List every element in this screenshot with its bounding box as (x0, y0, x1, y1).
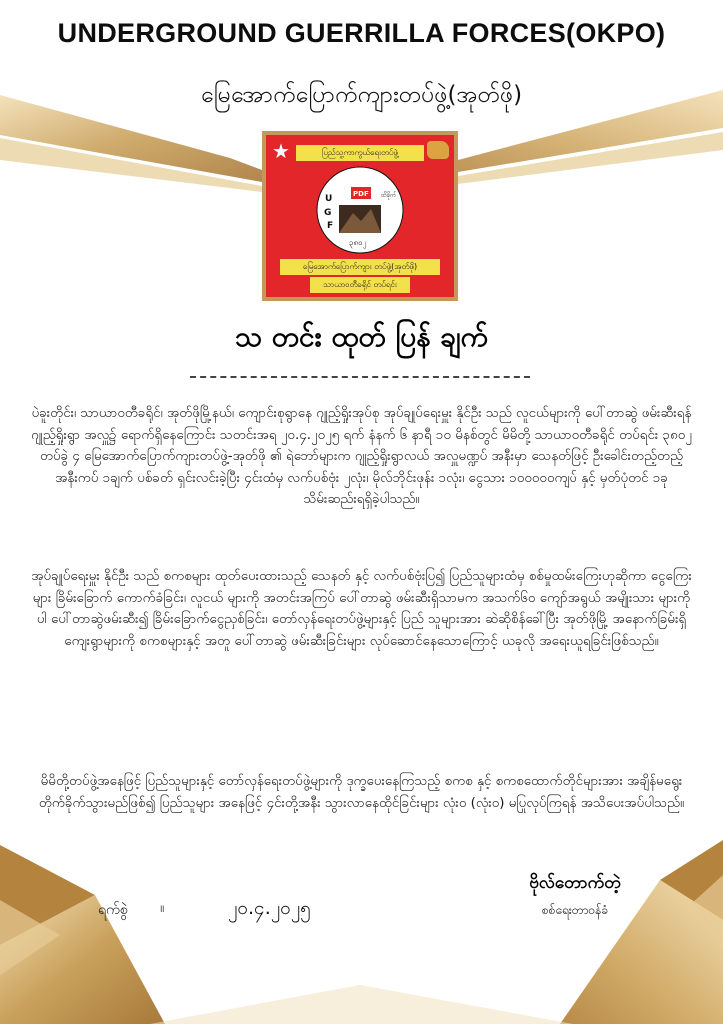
heading-divider (190, 376, 530, 378)
emblem-year: ၃၈၀၂ (349, 238, 367, 247)
paragraph-2: အုပ်ချုပ်ရေးမှူး နိုင်ဦး သည် စကစများ ထုတ်ပေးထားသည့် သေနတ် နှင့် လက်ပစ်ဗုံးပြ၍ ပြည်သူများထံမှ စစ်မှုထမ်းကြေးဟုဆိုကာ ငွေကြေးများ ခြိမ်းခြောက် ကောက်ခံခြင်း၊ လူငယ် များကို အတင်းအကြပ် ပေါ်တာဆွဲ ဖမ်းဆီးရှိသာမက အသက်၆၀ ကျော်အရွယ် အမျိုးသား များကိုပါ ပေါ်တာဆွဲဖမ်းဆီး၍ ခြိမ်းခြောက်ငွေညှစ်ခြင်း၊ တော်လှန်ရေးတပ်ဖွဲ့များနှင့် ပြည် သူများအား ဆဲဆိုစိန်ခေါ်ပြီး အုတ်ဖိုမြို့ အနောက်ခြမ်းရှိ ကျေးရွာများကို စကစများနှင့် အတူ ပေါ်တာဆွဲ ဖမ်းဆီးခြင်းများ လုပ်ဆောင်နေသောကြောင့် ယခုလို အရေးယူရခြင်းဖြစ်သည်။ (31, 569, 692, 649)
organization-logo (266, 135, 454, 297)
logo-bottom-text-1: မြေအောက်ပြောက်ကျား တပ်ဖွဲ့(အုတ်ဖို) (280, 259, 440, 275)
signatory-title: စစ်ရေးတာဝန်ခံ (541, 903, 609, 917)
star-icon: ★ (272, 139, 290, 163)
date-value: ၂၀.၄.၂၀၂၅ (228, 897, 311, 919)
logo-frame (262, 131, 458, 301)
date-label: ရက်စွဲ (98, 902, 128, 918)
paragraph-1: ပဲခူးတိုင်း၊ သာယာဝတီခရိုင်၊ အုတ်ဖိုမြို့နယ်၊ ကျောင်းစုရွာနေ ဂျုည့်ရှိုးအုပ်စု အုပ်ချုပ်ရေးမှူး နိုင်ဦး သည် လူငယ်များကို ပေါ်တာဆွဲ ဖမ်းဆီးရန် ဂျုည့်ရှိုးရွာ အလှူ၌ ရောက်ရှိနေကြောင်း သတင်းအရ ၂၀.၄.၂၀၂၅ ရက် နံနက် ၆ နာရီ ၁၀ မိနစ်တွင် မိမိတို့ သာယာဝတီခရိုင် တပ်ရင်း ၃၈၀၂ တပ်ခွဲ ၄ မြေအောက်ပြောက်ကျားတပ်ဖွဲ့-အုတ်ဖို ၏ ရဲဘော်များက ဂျုည့်ရှိုးရွာလယ် အလှူမဏ္ဍပ် အနီးမှာ သေနတ်ဖြင့် ဦးခေါင်းတည့်တည့် အနီးကပ် ၁ချက် ပစ်ခတ် ရှင်းလင်းခဲ့ပြီး ၄င်းထံမှ လက်ပစ်ဗုံး ၂လုံး၊ မိုလ်ဘိုင်းဖုန်း ၁လုံး၊ ငွေသား ၁၀၀၀၀၀ကျပ် နှင့် မှတ်ပုံတင် ၁ခု သိမ်းဆည်းရရှိခဲ့ပါသည်။ (31, 406, 692, 508)
logo-bottom-text-2: သာယာဝတီခရိုင် တပ်ရင်း (310, 277, 410, 293)
emblem-side-text: ထိခိုက် (381, 192, 397, 199)
logo-top-text: ပြည်သူ့ကာကွယ်ရေးတပ်ဖွဲ့ (296, 145, 424, 161)
logo-emblem (315, 165, 405, 255)
signatory-name: ဗိုလ်တောက်တဲ့ (529, 873, 621, 893)
paragraph-3: မိမိတို့တပ်ဖွဲ့အနေဖြင့် ပြည်သူများနှင့် တော်လှန်ရေးတပ်ဖွဲ့များကို ဒုက္ခပေးနေကြသည့် စကစ နှင့် စကစထောက်တိုင်များအား အချိန်မရွေး တိုက်ခိုက်သွားမည်ဖြစ်၍ ပြည်သူများ အနေဖြင့် ၄င်းတို့အနီး သွားလာနေထိုင်ခြင်းများ လုံးဝ (လုံးဝ) မပြုလုပ်ကြရန် အသိပေးအပ်ပါသည်။ (38, 774, 685, 811)
document-heading: သ တင်း ထုတ် ပြန် ချက် (234, 320, 489, 353)
org-name-burmese: မြေအောက်ပြောက်ကျားတပ်ဖွဲ့(အုတ်ဖို) (200, 82, 523, 108)
emblem-letter-g: G (324, 208, 332, 218)
org-name-english: UNDERGROUND GUERRILLA FORCES(OKPO) (57, 18, 666, 48)
emblem-pdf: PDF (353, 190, 369, 198)
date-separator: ။ (160, 900, 165, 916)
emblem-letter-f: F (327, 221, 334, 231)
emblem-letter-u: U (325, 194, 333, 204)
fist-icon (427, 141, 449, 159)
